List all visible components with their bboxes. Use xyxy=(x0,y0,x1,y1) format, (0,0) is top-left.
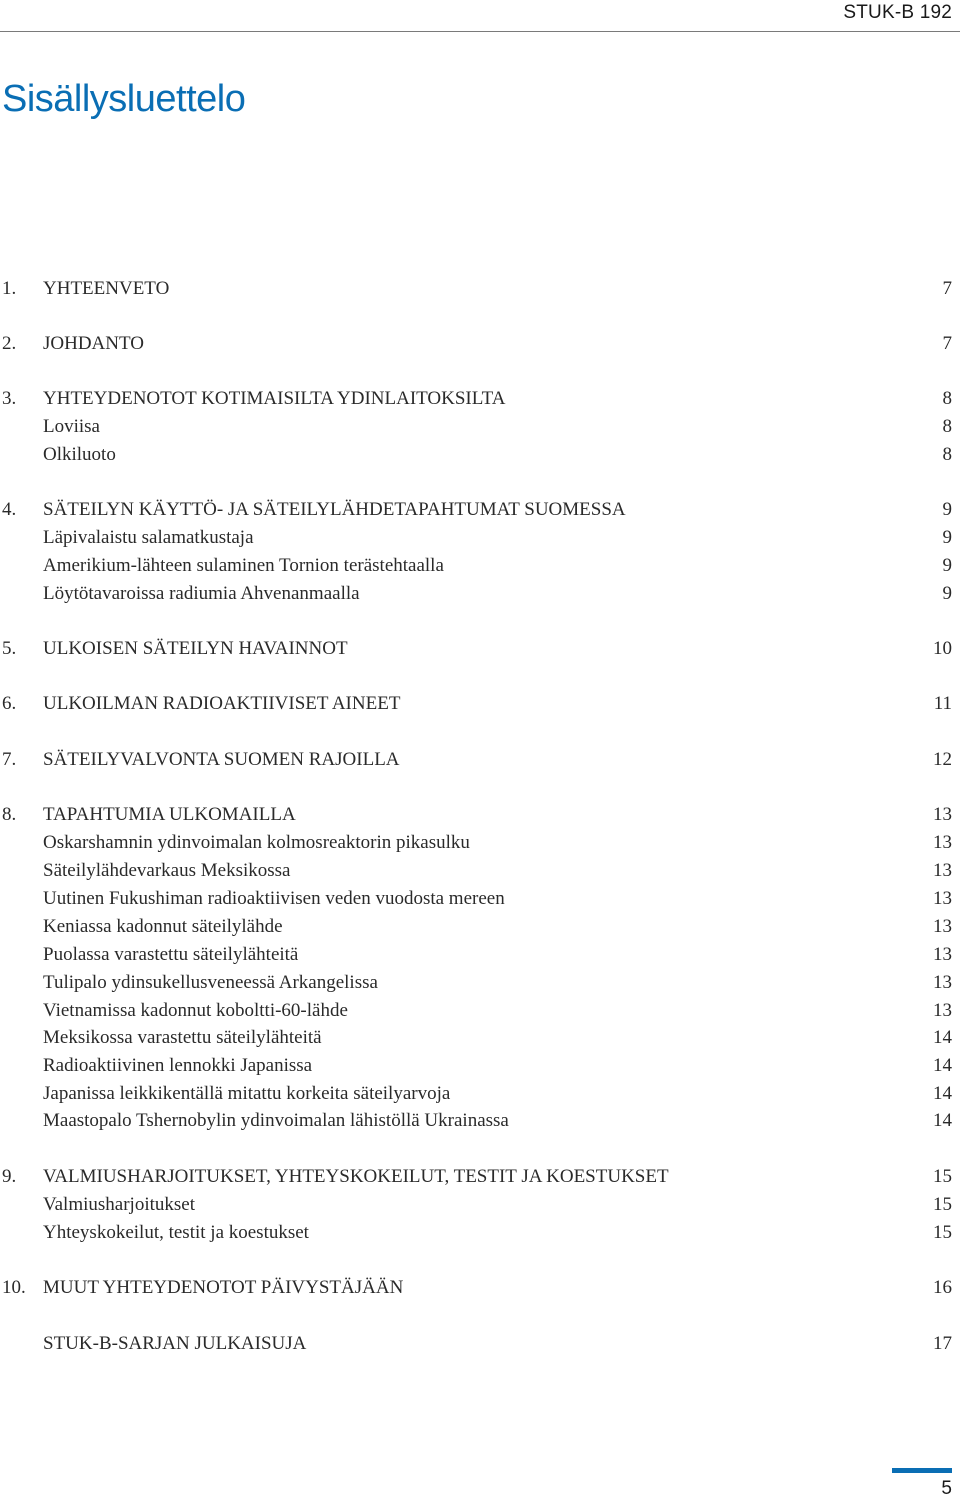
toc-entry[interactable] xyxy=(0,914,952,940)
toc-entry-number: 3. xyxy=(2,388,17,409)
toc-entry-page: 11 xyxy=(933,693,952,714)
toc-entry[interactable] xyxy=(0,830,952,856)
toc-entry-page: 13 xyxy=(933,916,952,937)
toc-entry[interactable] xyxy=(0,970,952,996)
toc-entry[interactable] xyxy=(0,414,952,440)
toc-entry-number: 6. xyxy=(2,693,17,714)
toc-entry-title: Puolassa varastettu säteilylähteitä xyxy=(43,944,299,965)
toc-entry-number: 2. xyxy=(2,333,17,354)
toc-entry[interactable] xyxy=(0,386,952,412)
toc-entry-number: 7. xyxy=(2,749,17,770)
toc-entry-title: Valmiusharjoitukset xyxy=(43,1194,195,1215)
toc-entry-page: 9 xyxy=(942,527,952,548)
toc-entry-page: 9 xyxy=(942,583,952,604)
toc-entry[interactable] xyxy=(0,581,952,607)
toc-entry[interactable] xyxy=(0,1220,952,1246)
toc-entry-title: Oskarshamnin ydinvoimalan kolmosreaktorin pikasulku xyxy=(43,832,470,853)
toc-entry[interactable] xyxy=(0,1053,952,1079)
toc-entry-title: ULKOISEN SÄTEILYN HAVAINNOT xyxy=(43,638,348,659)
toc-entry[interactable] xyxy=(0,1081,952,1107)
toc-entry-page: 13 xyxy=(933,944,952,965)
toc-entry-page: 14 xyxy=(933,1027,952,1048)
page-title: Sisällysluettelo xyxy=(2,78,246,120)
toc-entry[interactable] xyxy=(0,802,952,828)
toc-entry-page: 9 xyxy=(942,499,952,520)
toc-entry-number: 5. xyxy=(2,638,17,659)
toc-entry-page: 13 xyxy=(933,832,952,853)
toc-entry[interactable] xyxy=(0,525,952,551)
toc-entry[interactable] xyxy=(0,942,952,968)
toc-entry[interactable] xyxy=(0,691,952,717)
series-label: STUK-B 192 xyxy=(843,2,952,23)
toc-entry-title: Radioaktiivinen lennokki Japanissa xyxy=(43,1055,313,1076)
toc-entry[interactable] xyxy=(0,1275,952,1301)
toc-entry-title: SÄTEILYVALVONTA SUOMEN RAJOILLA xyxy=(43,749,400,770)
toc-entry-page: 14 xyxy=(933,1055,952,1076)
toc-entry-title: Maastopalo Tshernobylin ydinvoimalan lähistöllä Ukrainassa xyxy=(43,1110,509,1131)
toc-entry-page: 7 xyxy=(942,278,952,299)
toc-entry[interactable] xyxy=(0,1025,952,1051)
toc-entry-title: Läpivalaistu salamatkustaja xyxy=(43,527,254,548)
footer-accent-bar xyxy=(892,1468,952,1473)
toc-entry-title: YHTEENVETO xyxy=(43,278,170,299)
toc-entry-title: MUUT YHTEYDENOTOT PÄIVYSTÄJÄÄN xyxy=(43,1277,404,1298)
toc-entry-number: 9. xyxy=(2,1166,17,1187)
toc-entry-title: SÄTEILYN KÄYTTÖ- JA SÄTEILYLÄHDETAPAHTUMAT SUOMESSA xyxy=(43,499,626,520)
toc-entry-page: 8 xyxy=(942,416,952,437)
toc-entry-page: 14 xyxy=(933,1110,952,1131)
toc-entry-title: YHTEYDENOTOT KOTIMAISILTA YDINLAITOKSILTA xyxy=(43,388,506,409)
toc-entry-title: Loviisa xyxy=(43,416,100,437)
toc-entry[interactable] xyxy=(0,886,952,912)
toc-entry-page: 8 xyxy=(942,388,952,409)
toc-entry-page: 13 xyxy=(933,888,952,909)
toc-entry[interactable] xyxy=(0,497,952,523)
toc-entry-page: 17 xyxy=(933,1333,952,1354)
toc-entry-title: Meksikossa varastettu säteilylähteitä xyxy=(43,1027,322,1048)
toc-entry-number: 8. xyxy=(2,804,17,825)
page-number: 5 xyxy=(941,1478,952,1499)
toc-entry-page: 13 xyxy=(933,804,952,825)
toc-entry-page: 15 xyxy=(933,1166,952,1187)
toc-entry-number: 4. xyxy=(2,499,17,520)
toc-entry[interactable] xyxy=(0,998,952,1024)
toc-entry[interactable] xyxy=(0,747,952,773)
toc-entry-page: 8 xyxy=(942,444,952,465)
toc-entry-title: Tulipalo ydinsukellusveneessä Arkangelissa xyxy=(43,972,378,993)
toc-entry[interactable] xyxy=(0,553,952,579)
toc-entry[interactable] xyxy=(0,331,952,357)
toc-entry-title: JOHDANTO xyxy=(43,333,144,354)
toc-entry-page: 13 xyxy=(933,972,952,993)
toc-entry[interactable] xyxy=(0,442,952,468)
toc-entry-title: STUK-B-SARJAN JULKAISUJA xyxy=(43,1333,307,1354)
toc-entry-title: VALMIUSHARJOITUKSET, YHTEYSKOKEILUT, TESTIT JA KOESTUKSET xyxy=(43,1166,669,1187)
toc-entry-page: 14 xyxy=(933,1083,952,1104)
toc-entry-title: TAPAHTUMIA ULKOMAILLA xyxy=(43,804,296,825)
toc-entry-page: 10 xyxy=(933,638,952,659)
toc-entry[interactable] xyxy=(0,1192,952,1218)
toc-entry-title: Japanissa leikkikentällä mitattu korkeita säteilyarvoja xyxy=(43,1083,451,1104)
toc-entry-page: 7 xyxy=(942,333,952,354)
toc-entry-page: 9 xyxy=(942,555,952,576)
toc-entry-page: 12 xyxy=(933,749,952,770)
toc-entry-number: 1. xyxy=(2,278,17,299)
toc-entry-title: Säteilylähdevarkaus Meksikossa xyxy=(43,860,291,881)
toc-entry-title: Amerikium-lähteen sulaminen Tornion terästehtaalla xyxy=(43,555,444,576)
toc-entry-number: 10. xyxy=(2,1277,26,1298)
toc-entry-page: 13 xyxy=(933,1000,952,1021)
toc-entry-page: 15 xyxy=(933,1222,952,1243)
toc-entry[interactable] xyxy=(0,858,952,884)
toc-entry[interactable] xyxy=(0,276,952,302)
header-divider xyxy=(0,31,960,32)
toc-entry-page: 16 xyxy=(933,1277,952,1298)
toc-entry[interactable] xyxy=(0,636,952,662)
toc-entry-title: Uutinen Fukushiman radioaktiivisen veden vuodosta mereen xyxy=(43,888,505,909)
toc-entry[interactable] xyxy=(0,1108,952,1134)
toc-entry-title: Keniassa kadonnut säteilylähde xyxy=(43,916,283,937)
toc-entry-title: Löytötavaroissa radiumia Ahvenanmaalla xyxy=(43,583,360,604)
toc-entry[interactable] xyxy=(0,1331,952,1357)
toc-entry-title: Yhteyskokeilut, testit ja koestukset xyxy=(43,1222,309,1243)
toc-entry-title: Olkiluoto xyxy=(43,444,116,465)
toc-entry-title: Vietnamissa kadonnut koboltti-60-lähde xyxy=(43,1000,348,1021)
toc-entry-page: 15 xyxy=(933,1194,952,1215)
toc-entry-page: 13 xyxy=(933,860,952,881)
toc-entry-title: ULKOILMAN RADIOAKTIIVISET AINEET xyxy=(43,693,401,714)
toc-entry[interactable] xyxy=(0,1164,952,1190)
